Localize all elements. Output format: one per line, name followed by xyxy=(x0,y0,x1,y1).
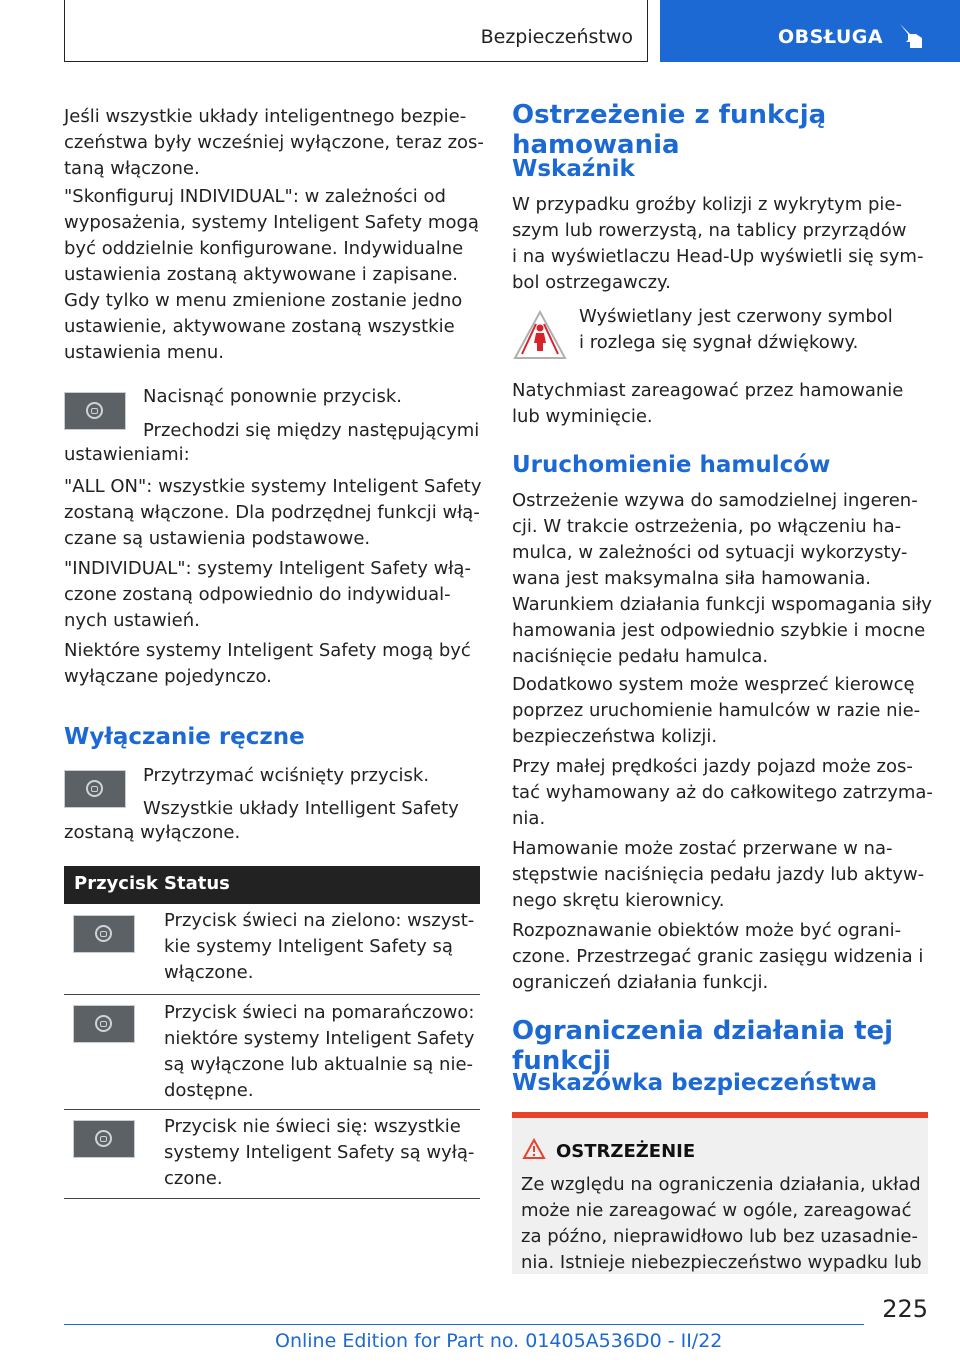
indicator-paragraph: W przypadku groźby kolizji z wykrytym pie- szym lub rowerzystą, na tablicy przyrządów i na wyświetlaczu Head-Up wyświetli się sym- bol ostrzegawczy. xyxy=(512,194,924,293)
table-divider xyxy=(64,1109,480,1110)
react-paragraph: Natychmiast zareagować przez hamowanie lub wyminięcie. xyxy=(512,380,904,427)
intro-paragraph: Jeśli wszystkie układy inteligentnego bezpie- czeństwa były wcześniej wyłączone, teraz zos- taną włączone. xyxy=(64,106,484,179)
brake-warning-heading: Ostrzeżenie z funkcją hamowania xyxy=(512,100,827,160)
individual-paragraph: "INDIVIDUAL": systemy Inteligent Safety włą- czone zostaną odpowiednio do indywidual- nych ustawień. xyxy=(64,558,471,631)
all-off-text-2: zostaną wyłączone. xyxy=(64,822,241,843)
column-header-status: Status xyxy=(164,873,230,894)
pedestrian-warning-icon xyxy=(512,306,568,362)
intelligent-safety-button-icon xyxy=(64,392,126,430)
warning-title: OSTRZEŻENIE xyxy=(556,1141,696,1162)
footer-line xyxy=(64,1324,864,1325)
intelligent-safety-button-icon xyxy=(73,1005,135,1043)
warning-triangle-icon xyxy=(522,1138,546,1160)
intelligent-safety-button-icon xyxy=(64,770,126,808)
pointing-hand-icon xyxy=(896,22,924,52)
footer-edition: Online Edition for Part no. 01405A536D0 - II/22 xyxy=(275,1330,723,1352)
column-header-button: Przycisk xyxy=(74,873,158,894)
switch-text-1: Przechodzi się między następującymi xyxy=(143,420,480,441)
some-systems-paragraph: Niektóre systemy Inteligent Safety mogą być wyłączane pojedynczo. xyxy=(64,640,471,687)
symbol-text-2: i rozlega się sygnał dźwiękowy. xyxy=(579,332,859,353)
all-off-text-1: Wszystkie układy Intelligent Safety xyxy=(143,798,459,819)
tab-label: OBSŁUGA xyxy=(778,26,884,48)
all-on-paragraph: "ALL ON": wszystkie systemy Inteligent Safety zostaną włączone. Dla podrzędnej funkcji włą- czane są ustawienia podstawowe. xyxy=(64,476,482,549)
header-section-box xyxy=(64,0,648,62)
safety-note-heading: Wskazówka bezpieczeństwa xyxy=(512,1070,877,1096)
table-row: Przycisk nie świeci się: wszystkie systemy Inteligent Safety są wyłą- czone. xyxy=(164,1116,475,1189)
warning-text: Ze względu na ograniczenia działania, układ może nie zareagować w ogóle, zareagować za późno, nieprawidłowo lub bez uzasadnie- nia. Istnieje niebezpieczeństwo wypadku lub xyxy=(521,1174,922,1273)
switch-text-2: ustawieniami: xyxy=(64,444,190,465)
table-header xyxy=(64,866,480,904)
table-row: Przycisk świeci na zielono: wszyst- kie systemy Inteligent Safety są włączone. xyxy=(164,910,475,983)
manual-off-heading: Wyłączanie ręczne xyxy=(64,724,305,750)
limits-heading: Ograniczenia działania tej funkcji xyxy=(512,1016,894,1076)
section-title: Bezpieczeństwo xyxy=(480,26,633,48)
table-divider xyxy=(64,994,480,995)
page-number: 225 xyxy=(882,1295,928,1323)
press-again-text: Nacisnąć ponownie przycisk. xyxy=(143,386,402,407)
brakes-paragraph-1: Ostrzeżenie wzywa do samodzielnej ingeren- cji. W trakcie ostrzeżenia, po włączeniu ha- mulca, w zależności od sytuacji wykorzysty- wana jest maksymalna siła hamowania. Warunkiem działania funkcji wspomagania siły hamowania jest odpowiednio szybkie i mocne naciśnięcie pedału hamulca. xyxy=(512,490,932,667)
brakes-paragraph-3: Przy małej prędkości jazdy pojazd może zos- tać wyhamowany aż do całkowitego zatrzyma- nia. xyxy=(512,756,933,829)
header-tab xyxy=(660,0,960,62)
intelligent-safety-button-icon xyxy=(73,915,135,953)
table-divider xyxy=(64,1198,480,1199)
symbol-text-1: Wyświetlany jest czerwony symbol xyxy=(579,306,893,327)
brakes-paragraph-4: Hamowanie może zostać przerwane w na- stępstwie naciśnięcia pedału jazdy lub aktyw- nego skrętu kierownicy. xyxy=(512,838,925,911)
configure-paragraph: "Skonfiguruj INDIVIDUAL": w zależności od wyposażenia, systemy Inteligent Safety mogą być oddzielnie konfigurowane. Indywidualne ustawienia zostaną aktywowane i zapisane. Gdy tylko w menu zmienione zostanie jedno ustawienie, aktywowane zostaną wszystkie ustawienia menu. xyxy=(64,186,479,363)
brakes-paragraph-2: Dodatkowo system może wesprzeć kierowcę poprzez uruchomienie hamulców w razie nie- bezpieczeństwa kolizji. xyxy=(512,674,921,747)
hold-text: Przytrzymać wciśnięty przycisk. xyxy=(143,765,430,786)
brakes-heading: Uruchomienie hamulców xyxy=(512,452,831,478)
brakes-paragraph-5: Rozpoznawanie obiektów może być ograni- czone. Przestrzegać granic zasięgu widzenia i ograniczeń działania funkcji. xyxy=(512,920,924,993)
indicator-heading: Wskaźnik xyxy=(512,156,635,182)
intelligent-safety-button-icon xyxy=(73,1120,135,1158)
table-row: Przycisk świeci na pomarańczowo: niektóre systemy Inteligent Safety są wyłączone lub aktualnie są nie- dostępne. xyxy=(164,1002,475,1101)
